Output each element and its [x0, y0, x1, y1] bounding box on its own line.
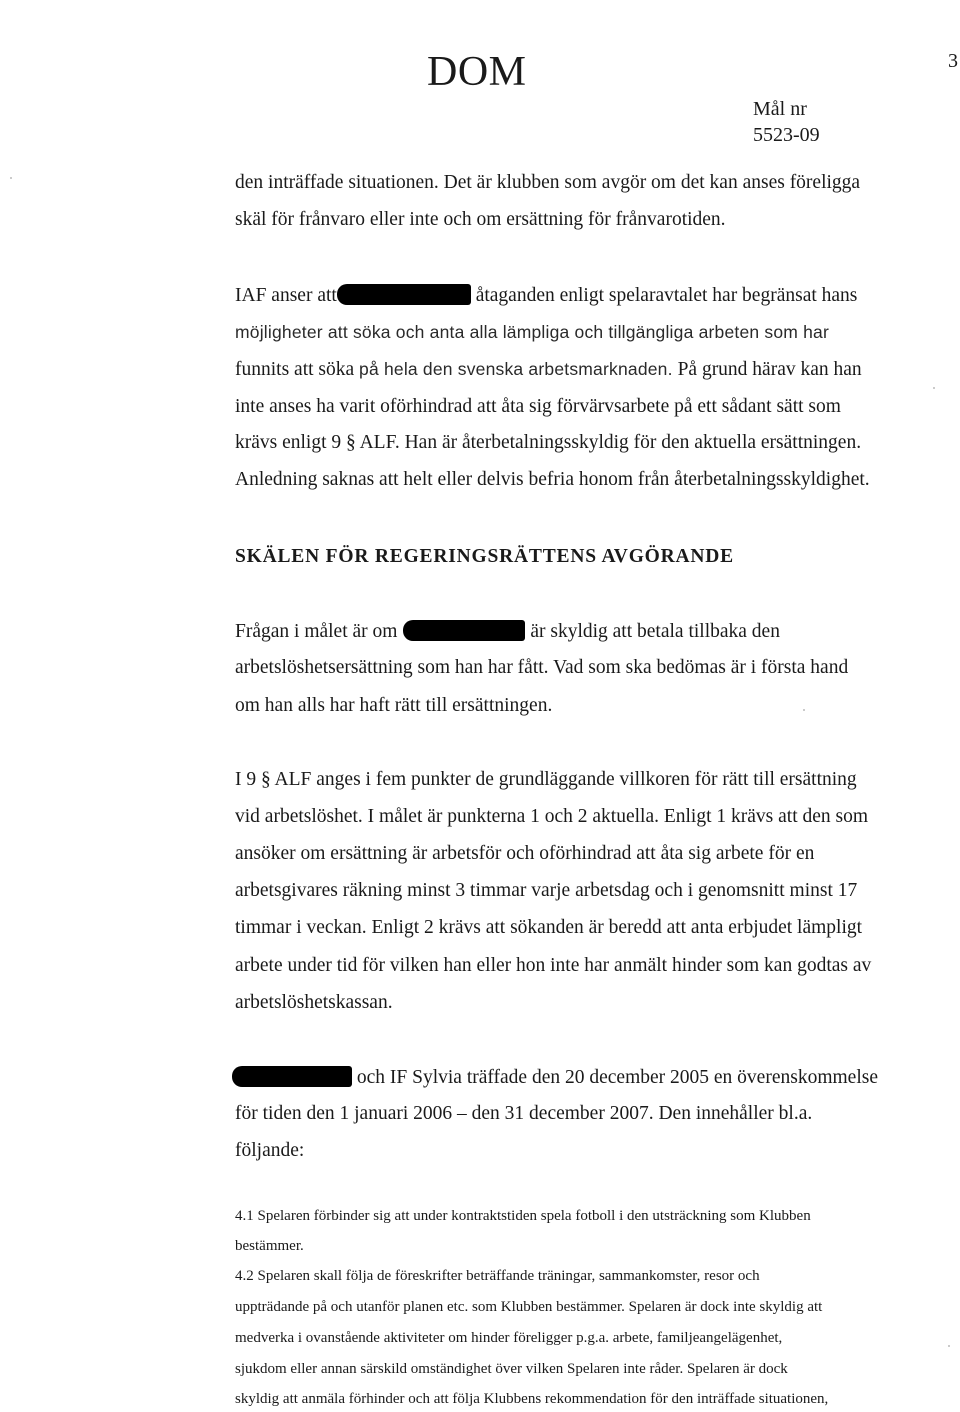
- paragraph-4-line-4: arbetsgivares räkning minst 3 timmar varje arbetsdag och i genomsnitt minst 17: [235, 880, 858, 901]
- paragraph-4-line-5: timmar i veckan. Enligt 2 krävs att sökanden är beredd att anta erbjudet lämpligt: [235, 917, 863, 938]
- p2-text-after-redaction: åtaganden enligt spelaravtalet har begränsat hans: [475, 285, 858, 306]
- paragraph-3-line-1: [235, 620, 780, 643]
- section-heading: SKÄLEN FÖR REGERINGSRÄTTENS AVGÖRANDE: [235, 546, 734, 567]
- p3-text-after-redaction: är skyldig att betala tillbaka den: [530, 621, 780, 642]
- paragraph-3-line-2: arbetslöshetsersättning som han har fått. Vad som ska bedömas är i första hand: [235, 657, 849, 678]
- case-label: Mål nr: [753, 98, 807, 120]
- quote-line-3: 4.2 Spelaren skall följa de föreskrifter beträffande träningar, sammankomster, resor och: [235, 1268, 760, 1284]
- p2-line3-part-c: På grund härav kan han: [672, 359, 862, 380]
- p3-text-before-redaction: Frågan i målet är om: [235, 621, 398, 642]
- paragraph-5-line-1: [232, 1066, 878, 1089]
- scan-speck: [933, 387, 935, 389]
- paragraph-4-line-1: I 9 § ALF anges i fem punkter de grundläggande villkoren för rätt till ersättning: [235, 769, 857, 790]
- scan-speck: [803, 709, 805, 711]
- paragraph-3-line-3: om han alls har haft rätt till ersättningen.: [235, 695, 553, 716]
- p2-line3-part-a: funnits att söka: [235, 359, 360, 380]
- quote-line-2: bestämmer.: [235, 1238, 304, 1254]
- scan-speck: [948, 1345, 950, 1347]
- paragraph-4-line-2: vid arbetslöshet. I målet är punkterna 1 och 2 aktuella. Enligt 1 krävs att den som: [235, 806, 869, 827]
- paragraph-5-line-2: för tiden den 1 januari 2006 – den 31 december 2007. Den innehåller bl.a.: [235, 1103, 813, 1124]
- redaction-bar: [337, 284, 471, 305]
- paragraph-4-line-7: arbetslöshetskassan.: [235, 992, 393, 1013]
- paragraph-2-line-1: [235, 284, 857, 307]
- case-number-block: [753, 96, 820, 148]
- scan-speck: [10, 177, 12, 179]
- paragraph-4-line-6: arbete under tid för vilken han eller hon inte har anmält hinder som kan godtas av: [235, 955, 872, 976]
- paragraph-5-line-3: följande:: [235, 1140, 305, 1161]
- redaction-bar: [403, 620, 525, 641]
- p2-text-before-redaction: IAF anser att: [235, 285, 337, 306]
- redaction-bar: [232, 1066, 352, 1087]
- paragraph-1-line-1: den inträffade situationen. Det är klubben som avgör om det kan anses föreligga: [235, 172, 861, 193]
- paragraph-2-line-2: möjligheter att söka och anta alla lämpliga och tillgängliga arbeten som har: [235, 322, 830, 342]
- paragraph-2-line-5: krävs enligt 9 § ALF. Han är återbetalningsskyldig för den aktuella ersättningen.: [235, 432, 862, 453]
- p5-text-after-redaction: och IF Sylvia träffade den 20 december 2005 en överenskommelse: [356, 1067, 878, 1088]
- paragraph-2-line-6: Anledning saknas att helt eller delvis befria honom från återbetalningsskyldighet.: [235, 469, 870, 490]
- document-title: DOM: [427, 49, 527, 95]
- paragraph-4-line-3: ansöker om ersättning är arbetsför och oförhindrad att åta sig arbete för en: [235, 843, 815, 864]
- page-number: 3: [948, 50, 958, 72]
- quote-line-4: uppträdande på och utanför planen etc. som Klubben bestämmer. Spelaren är dock inte skyldig att: [235, 1299, 823, 1315]
- quote-line-5: medverka i ovanstående aktiviteter om hinder föreligger p.g.a. arbete, familjeangelägenhet,: [235, 1330, 783, 1346]
- quote-line-1: 4.1 Spelaren förbinder sig att under kontraktstiden spela fotboll i den utsträckning som Klubben: [235, 1208, 811, 1224]
- p2-line3-part-b: på hela den svenska arbetsmarknaden.: [359, 359, 673, 379]
- case-number: 5523-09: [753, 124, 820, 146]
- paragraph-1-line-2: skäl för frånvaro eller inte och om ersättning för frånvarotiden.: [235, 209, 726, 230]
- paragraph-2-line-3: [235, 359, 862, 381]
- quote-line-7: skyldig att anmäla förhinder och att följa Klubbens rekommendation för den inträffade situationen,: [235, 1391, 829, 1407]
- quote-line-6: sjukdom eller annan särskild omständighet över vilken Spelaren inte råder. Spelaren är dock: [235, 1361, 788, 1377]
- paragraph-2-line-4: inte anses ha varit oförhindrad att åta sig förvärvsarbete på ett sådant sätt som: [235, 396, 841, 417]
